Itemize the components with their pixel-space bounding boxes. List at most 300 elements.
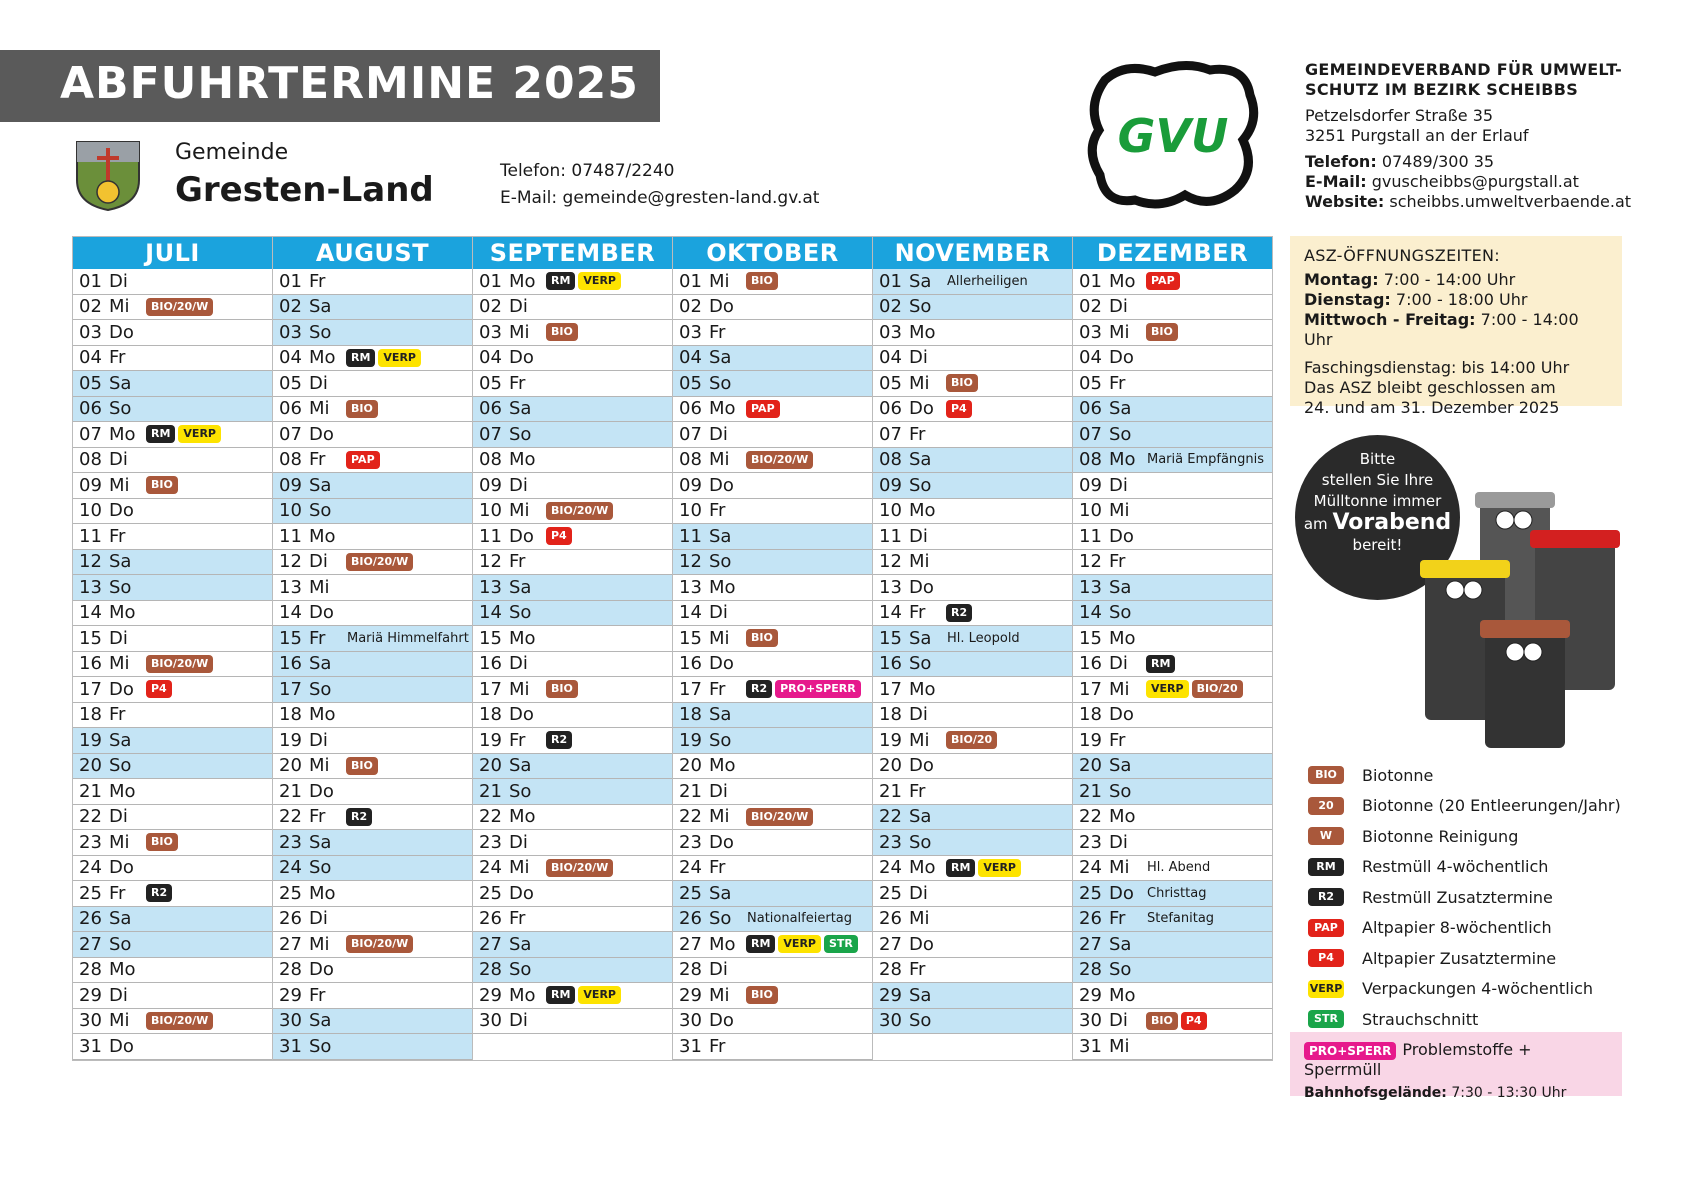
day-number: 20 [679,755,702,777]
day-number: 04 [879,347,902,369]
day-number: 26 [879,908,902,930]
day-number: 22 [679,806,702,828]
holiday-note: Hl. Leopold [947,630,1020,646]
day-row [273,652,472,678]
asz-monday-label: Montag: [1304,270,1379,289]
weekday: Mi [709,449,730,471]
holiday-note: Mariä Himmelfahrt [347,630,469,646]
day-row [873,371,1072,397]
day-row [1073,499,1272,525]
legend-item [1308,760,1621,791]
weekday: Do [109,678,134,700]
weekday: Do [909,933,934,955]
day-number: 06 [79,398,102,420]
day-row [873,728,1072,754]
weekday: Do [309,423,334,445]
weekday: Mo [109,959,136,981]
day-number: 11 [879,525,902,547]
weekday: Mi [509,500,530,522]
day-row [273,677,472,703]
day-number: 17 [879,678,902,700]
gemeinde-contact [500,158,819,212]
day-number: 14 [79,602,102,624]
weekday: Fr [709,321,726,343]
weekday: Di [1109,653,1128,675]
day-row [473,626,672,652]
day-row [673,295,872,321]
day-number: 06 [679,398,702,420]
weekday: So [1109,959,1132,981]
day-number: 30 [879,1010,902,1032]
day-row [873,983,1072,1009]
day-number: 19 [1079,729,1102,751]
weekday: Mi [1109,857,1130,879]
weekday: Mi [509,321,530,343]
day-number: 28 [879,959,902,981]
weekday: Sa [909,627,932,649]
day-row [1073,881,1272,907]
day-number: 11 [79,525,102,547]
day-row [273,371,472,397]
day-row [73,575,272,601]
weekday: Mi [109,474,130,496]
weekday: Do [1109,704,1134,726]
day-number: 17 [479,678,502,700]
legend-label: Strauchschnitt [1362,1009,1479,1029]
weekday: Do [309,602,334,624]
day-number: 25 [479,882,502,904]
asz-monday: 7:00 - 14:00 Uhr [1383,270,1516,289]
day-row [473,448,672,474]
day-row [673,550,872,576]
day-number: 08 [879,449,902,471]
title-bar [0,50,660,122]
weekday: Mo [309,704,336,726]
day-number: 01 [79,270,102,292]
day-row [1073,422,1272,448]
gvu-logo-text: GVU [1117,109,1229,163]
day-row [673,1034,872,1060]
day-number: 08 [279,449,302,471]
weekday: So [709,908,732,930]
weekday: Mi [909,729,930,751]
weekday: Fr [909,780,926,802]
day-row [1073,856,1272,882]
day-row [673,575,872,601]
day-number: 06 [879,398,902,420]
day-row [1073,1009,1272,1035]
asz-opening-hours [1290,236,1622,417]
day-row [873,1009,1072,1035]
day-row [473,601,672,627]
day-row [1073,805,1272,831]
day-number: 24 [479,857,502,879]
waste-bins-illustration-icon [1420,480,1630,750]
weekday: Di [1109,1010,1128,1032]
day-number: 26 [79,908,102,930]
day-row [473,728,672,754]
day-row [473,881,672,907]
weekday: So [509,423,532,445]
day-row [73,728,272,754]
day-row [73,499,272,525]
weekday: Mo [109,423,136,445]
day-row [73,295,272,321]
day-row [873,601,1072,627]
day-number: 21 [479,780,502,802]
day-row [473,524,672,550]
day-row [473,983,672,1009]
collection-badge: BIO/20 [1192,680,1243,698]
weekday: Do [1109,882,1134,904]
weekday: Do [709,296,734,318]
collection-badge: RM [546,272,575,290]
weekday: So [509,602,532,624]
weekday: Sa [909,270,932,292]
month-column [273,237,473,1060]
day-number: 27 [79,933,102,955]
day-number: 11 [1079,525,1102,547]
day-row [473,677,672,703]
day-row [73,881,272,907]
weekday: So [1109,602,1132,624]
day-row [273,397,472,423]
day-number: 10 [79,500,102,522]
day-number: 28 [279,959,302,981]
weekday: Sa [109,729,132,751]
collection-badge: BIO [546,680,578,698]
day-row [673,856,872,882]
weekday: Mo [509,270,536,292]
day-number: 03 [279,321,302,343]
day-row [473,295,672,321]
legend-item [1308,882,1621,913]
weekday: Di [509,653,528,675]
day-row [873,346,1072,372]
day-row [1073,779,1272,805]
weekday: Sa [909,984,932,1006]
day-row [1073,728,1272,754]
day-row [73,524,272,550]
day-number: 19 [79,729,102,751]
day-row [873,295,1072,321]
day-number: 16 [1079,653,1102,675]
asz-tuesday: 7:00 - 18:00 Uhr [1395,290,1528,309]
day-row [273,448,472,474]
day-row [673,805,872,831]
day-number: 20 [79,755,102,777]
day-number: 06 [279,398,302,420]
day-row [73,907,272,933]
day-row [473,652,672,678]
day-number: 29 [1079,984,1102,1006]
day-row [73,779,272,805]
legend-badge: VERP [1308,980,1344,998]
collection-calendar [72,236,1273,1061]
weekday: Mo [909,321,936,343]
collection-badge: VERP [578,272,621,290]
day-row [473,320,672,346]
day-number: 01 [679,270,702,292]
weekday: Mi [109,653,130,675]
pro-hours: 7:30 - 13:30 Uhr [1451,1085,1567,1101]
day-number: 29 [879,984,902,1006]
day-number: 02 [79,296,102,318]
page-title: ABFUHRTERMINE 2025 [60,58,639,109]
weekday: Do [909,398,934,420]
weekday: Fr [709,678,726,700]
weekday: Sa [309,1010,332,1032]
asz-note-1: Faschingsdienstag: bis 14:00 Uhr [1304,358,1570,377]
weekday: So [109,576,132,598]
weekday: Fr [1109,908,1126,930]
day-row [673,1009,872,1035]
day-row [73,932,272,958]
day-row [1073,601,1272,627]
day-number: 28 [479,959,502,981]
weekday: Do [509,525,534,547]
collection-badge: BIO [146,833,178,851]
day-row [873,473,1072,499]
weekday: Do [1109,525,1134,547]
day-number: 17 [79,678,102,700]
weekday: Di [1109,296,1128,318]
day-number: 23 [879,831,902,853]
collection-badge: PAP [1146,272,1180,290]
month-column [673,237,873,1060]
day-number: 04 [679,347,702,369]
weekday: Sa [309,831,332,853]
legend-badge: 20 [1308,797,1344,815]
weekday: Mo [909,678,936,700]
day-row [273,1009,472,1035]
weekday: Mi [109,296,130,318]
legend-label: Altpapier Zusatztermine [1362,948,1557,968]
day-row [273,830,472,856]
weekday: Fr [1109,551,1126,573]
legend-label: Biotonne [1362,765,1434,785]
day-row [673,779,872,805]
day-number: 01 [479,270,502,292]
legend-label: Altpapier 8-wöchentlich [1362,918,1552,938]
day-row [1073,677,1272,703]
day-number: 22 [279,806,302,828]
day-row [873,422,1072,448]
day-number: 26 [479,908,502,930]
day-number: 05 [879,372,902,394]
day-number: 09 [679,474,702,496]
day-row [673,397,872,423]
day-row [473,754,672,780]
day-row [73,320,272,346]
weekday: Mo [1109,627,1136,649]
day-number: 31 [679,1035,702,1057]
reminder-line-1: Bitte [1359,450,1396,468]
day-row [873,524,1072,550]
asz-wed-fri-label: Mittwoch - Freitag: [1304,310,1476,329]
day-number: 30 [279,1010,302,1032]
collection-badge: BIO [746,986,778,1004]
day-row [873,805,1072,831]
gemeinde-phone: Telefon: 07487/2240 [500,161,675,181]
day-number: 17 [279,678,302,700]
day-number: 07 [879,423,902,445]
day-number: 03 [879,321,902,343]
weekday: So [709,372,732,394]
collection-badge: BIO/20/W [346,553,413,571]
day-number: 16 [479,653,502,675]
weekday: Mo [509,449,536,471]
day-number: 16 [279,653,302,675]
weekday: Do [309,959,334,981]
day-number: 25 [79,882,102,904]
weekday: Mi [309,933,330,955]
weekday: Mo [309,882,336,904]
weekday: So [909,653,932,675]
weekday: Fr [109,704,126,726]
day-row [473,805,672,831]
day-number: 11 [679,525,702,547]
day-row [873,830,1072,856]
day-number: 13 [279,576,302,598]
collection-badge: BIO/20/W [546,502,613,520]
day-number: 13 [79,576,102,598]
weekday: Sa [509,755,532,777]
day-row [1073,320,1272,346]
weekday: Mo [309,347,336,369]
day-row [673,346,872,372]
day-number: 01 [279,270,302,292]
collection-badge: BIO/20/W [146,655,213,673]
day-number: 28 [79,959,102,981]
day-number: 29 [679,984,702,1006]
collection-badge: R2 [146,884,172,902]
weekday: Sa [509,576,532,598]
day-number: 10 [879,500,902,522]
pro-sperr-badge: PRO+SPERR [1304,1042,1396,1060]
weekday: So [709,729,732,751]
holiday-note: Allerheiligen [947,273,1028,289]
weekday: Fr [309,984,326,1006]
day-number: 09 [1079,474,1102,496]
day-number: 29 [279,984,302,1006]
weekday: Sa [509,398,532,420]
weekday: Mo [509,984,536,1006]
day-row [673,499,872,525]
asz-tuesday-label: Dienstag: [1304,290,1391,309]
weekday: Fr [509,908,526,930]
legend-item [1308,1004,1621,1035]
collection-badge: R2 [346,808,372,826]
day-row [73,805,272,831]
weekday: Do [509,347,534,369]
day-row [1073,703,1272,729]
day-number: 04 [1079,347,1102,369]
day-row [873,269,1072,295]
gvu-address-street: Petzelsdorfer Straße 35 [1305,106,1494,125]
collection-badge: BIO [346,757,378,775]
month-column [1073,237,1273,1060]
day-number: 07 [279,423,302,445]
gvu-email: gvuscheibbs@purgstall.at [1371,172,1579,191]
day-row [673,601,872,627]
collection-badge: BIO/20/W [746,808,813,826]
day-row [873,320,1072,346]
day-number: 28 [1079,959,1102,981]
weekday: Mo [1109,449,1136,471]
weekday: Sa [709,704,732,726]
holiday-note: Mariä Empfängnis [1147,452,1265,468]
day-number: 15 [279,627,302,649]
day-row [673,754,872,780]
day-number: 12 [879,551,902,573]
collection-badge: RM [746,935,775,953]
day-number: 21 [679,780,702,802]
weekday: Fr [709,500,726,522]
day-number: 31 [79,1035,102,1057]
day-number: 15 [79,627,102,649]
day-row [673,677,872,703]
collection-badge: BIO [746,272,778,290]
gvu-phone-label: Telefon: [1305,152,1377,171]
day-row [673,881,872,907]
month-header: DEZEMBER [1073,237,1272,269]
collection-badge: BIO [346,400,378,418]
day-number: 19 [879,729,902,751]
day-number: 07 [1079,423,1102,445]
asz-title: ASZ-ÖFFNUNGSZEITEN: [1304,246,1500,265]
day-number: 18 [79,704,102,726]
day-number: 22 [1079,806,1102,828]
weekday: Mo [109,780,136,802]
day-row [273,320,472,346]
gvu-name-line2: SCHUTZ IM BEZIRK SCHEIBBS [1305,80,1579,99]
day-number: 12 [279,551,302,573]
day-number: 20 [279,755,302,777]
day-number: 10 [1079,500,1102,522]
weekday: Sa [309,296,332,318]
collection-badge: BIO/20/W [546,859,613,877]
day-number: 19 [479,729,502,751]
weekday: Do [709,831,734,853]
weekday: Mi [509,857,530,879]
municipal-crest-icon [75,140,141,212]
weekday: So [309,500,332,522]
day-row [273,856,472,882]
day-row [1073,830,1272,856]
day-row [273,881,472,907]
day-number: 08 [479,449,502,471]
day-row [673,371,872,397]
collection-badge: BIO [1146,1012,1178,1030]
weekday: Di [109,449,128,471]
day-row [873,932,1072,958]
day-row [473,422,672,448]
day-row [473,932,672,958]
day-number: 18 [279,704,302,726]
month-column [73,237,273,1060]
month-header: SEPTEMBER [473,237,672,269]
legend-badge: W [1308,827,1344,845]
gvu-address-city: 3251 Purgstall an der Erlauf [1305,126,1529,145]
weekday: Mo [509,627,536,649]
gvu-info [1305,60,1665,212]
weekday: Do [709,474,734,496]
day-row [273,473,472,499]
day-number: 30 [1079,1010,1102,1032]
legend-badge: RM [1308,858,1344,876]
weekday: Di [109,270,128,292]
